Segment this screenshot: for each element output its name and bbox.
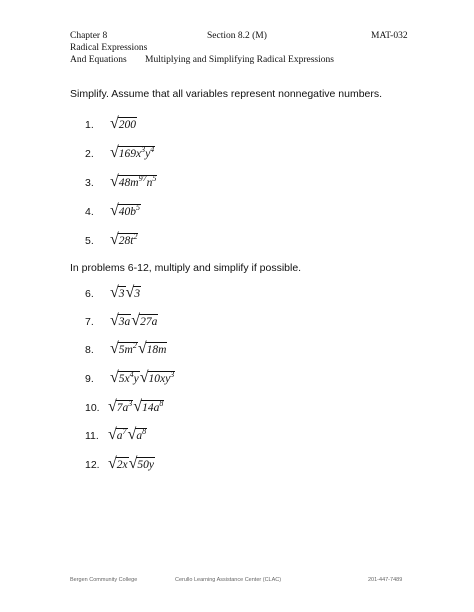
radicand — [118, 117, 137, 132]
radicand-term: 5m — [118, 344, 133, 356]
radical-expression — [110, 313, 131, 329]
exponent: 2 — [132, 341, 137, 350]
radicand-term: 5x — [118, 373, 130, 385]
radicand-term: 50y — [137, 459, 155, 471]
radical-sign: √ — [125, 284, 135, 301]
problem-2 — [85, 141, 155, 161]
exponent: 3 — [141, 145, 146, 154]
radicand — [116, 457, 129, 472]
radicand — [118, 286, 126, 301]
radicand — [148, 371, 176, 386]
problem-1 — [85, 112, 137, 132]
radicand-term: 40b — [118, 206, 137, 218]
header-subtopic: And Equations — [70, 55, 127, 65]
radicand-term: y — [133, 373, 139, 385]
radicand — [118, 233, 139, 248]
problem-number: 12. — [85, 459, 100, 471]
radicand — [118, 342, 138, 357]
radical-expression — [126, 285, 142, 301]
radicand-term: 18m — [146, 344, 167, 356]
radicand — [118, 371, 140, 386]
radicand — [135, 428, 147, 443]
radical-expression — [128, 427, 148, 443]
radicand-term: 10xy — [148, 373, 171, 385]
header-topic: Radical Expressions — [70, 43, 148, 53]
problem-number: 3. — [85, 177, 94, 189]
radical-expression — [138, 341, 168, 357]
radical-expression — [108, 427, 128, 443]
radical-sign: √ — [108, 455, 117, 472]
problem-number: 7. — [85, 316, 94, 328]
exponent: 3 — [128, 399, 133, 408]
radical-expression — [110, 145, 155, 161]
instructions-simplify: Simplify. Assume that all variables represent nonnegative numbers. — [70, 88, 383, 100]
exponent: 5 — [152, 174, 157, 183]
radical-expression — [140, 370, 176, 386]
problem-3 — [85, 170, 157, 190]
radicand-term: 14a — [142, 402, 160, 414]
radicand-term: 27a — [140, 316, 158, 328]
radicand-term: a — [116, 430, 123, 442]
radicand — [146, 342, 168, 357]
footer-college: Bergen Community College — [70, 577, 138, 583]
radicand — [133, 286, 141, 301]
exponent: 3 — [170, 370, 175, 379]
header-chapter: Chapter 8 — [70, 31, 108, 41]
instructions-multiply: In problems 6-12, multiply and simplify if possible. — [70, 262, 302, 274]
problem-number: 11. — [85, 430, 99, 442]
radicand-term: 3 — [118, 288, 125, 300]
problem-10 — [85, 395, 164, 415]
problem-number: 9. — [85, 373, 94, 385]
problem-5 — [85, 228, 138, 248]
problem-number: 1. — [85, 119, 94, 131]
radicand — [116, 428, 128, 443]
problem-9 — [85, 366, 175, 386]
radical-sign: √ — [110, 115, 119, 132]
header-course: MAT-032 — [371, 31, 408, 41]
radical-sign: √ — [137, 340, 147, 357]
exponent: 4 — [129, 370, 134, 379]
header-lesson-title: Multiplying and Simplifying Radical Expressions — [145, 55, 334, 65]
problem-number: 4. — [85, 206, 94, 218]
radical-sign: √ — [133, 398, 143, 415]
exponent: 4 — [150, 145, 155, 154]
radicand-term: 28t — [118, 235, 134, 247]
radical-sign: √ — [110, 173, 119, 190]
radical-sign: √ — [110, 202, 119, 219]
radicand — [136, 457, 155, 472]
radicand — [118, 146, 155, 161]
problem-12 — [85, 452, 155, 472]
radical-sign: √ — [139, 369, 149, 386]
radicand — [139, 314, 158, 329]
problem-number: 2. — [85, 148, 94, 160]
problem-number: 6. — [85, 288, 94, 300]
radical-sign: √ — [110, 144, 119, 161]
problem-11 — [85, 423, 147, 443]
radical-expression — [129, 456, 155, 472]
radical-expression — [110, 232, 138, 248]
radical-expression — [108, 456, 129, 472]
radical-expression — [110, 370, 140, 386]
exponent: 8 — [159, 399, 164, 408]
exponent: 97 — [138, 174, 147, 183]
radical-sign: √ — [131, 312, 141, 329]
problem-6 — [85, 281, 141, 301]
radicand-term: 7a — [116, 402, 129, 414]
radical-sign: √ — [108, 426, 117, 443]
radical-expression — [110, 174, 157, 190]
radical-expression — [110, 341, 138, 357]
radical-sign: √ — [128, 455, 138, 472]
exponent: 8 — [142, 427, 147, 436]
exponent: 5 — [136, 203, 141, 212]
footer-center: Cerullo Learning Assistance Center (CLAC) — [175, 577, 282, 583]
radicand-term: 3 — [134, 288, 141, 300]
footer-phone: 201-447-7489 — [368, 577, 403, 583]
radicand-term: 48m — [118, 177, 139, 189]
radicand-term: 200 — [118, 119, 137, 131]
radicand — [118, 175, 158, 190]
radical-expression — [110, 203, 141, 219]
radicand-term: 3a — [118, 316, 131, 328]
radical-expression — [108, 399, 133, 415]
radicand — [141, 400, 164, 415]
radicand-term: y — [145, 148, 151, 160]
radicand — [118, 204, 141, 219]
radicand-term: 2x — [116, 459, 128, 471]
header-section: Section 8.2 (M) — [207, 31, 267, 41]
radical-sign: √ — [110, 284, 119, 301]
radical-expression — [133, 399, 164, 415]
problem-number: 10. — [85, 402, 100, 414]
radical-sign: √ — [127, 426, 137, 443]
radicand-term: n — [146, 177, 153, 189]
exponent: 7 — [122, 427, 127, 436]
exponent: 2 — [133, 232, 138, 241]
problem-8 — [85, 337, 167, 357]
radical-expression — [131, 313, 158, 329]
radical-expression — [110, 285, 126, 301]
problem-number: 5. — [85, 235, 94, 247]
radical-sign: √ — [108, 398, 117, 415]
radical-expression — [110, 116, 137, 132]
radical-sign: √ — [110, 340, 119, 357]
radicand-term: 169x — [118, 148, 142, 160]
radical-sign: √ — [110, 231, 119, 248]
problem-number: 8. — [85, 344, 94, 356]
problem-7 — [85, 309, 158, 329]
radical-sign: √ — [110, 369, 119, 386]
radicand — [118, 314, 132, 329]
radicand-term: a — [136, 430, 143, 442]
radical-sign: √ — [110, 312, 119, 329]
radicand — [116, 400, 134, 415]
problem-4 — [85, 199, 141, 219]
